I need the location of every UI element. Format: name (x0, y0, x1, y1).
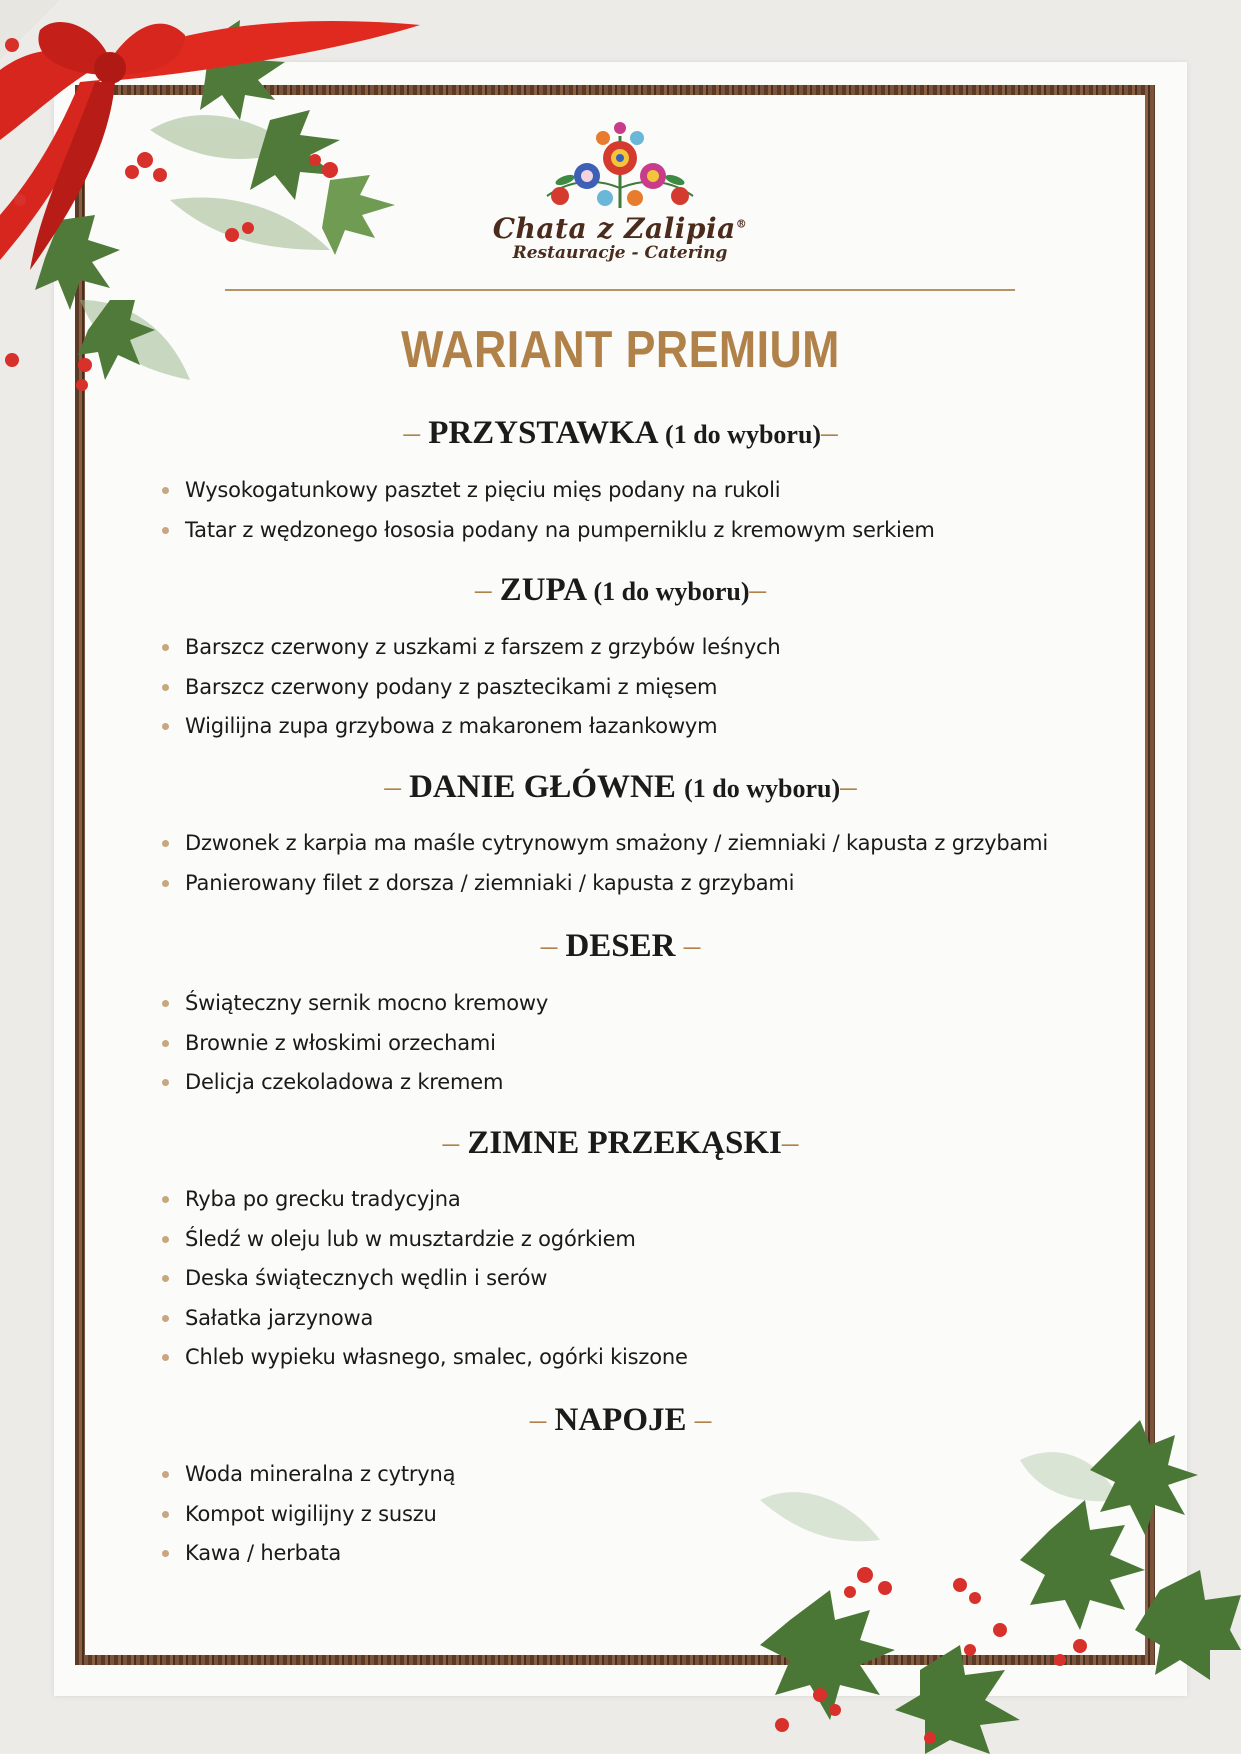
section-heading-danie-glowne: – DANIE GŁÓWNE (1 do wyboru)– (384, 769, 857, 805)
brand-logo (480, 118, 760, 268)
list-item: Chleb wypieku własnego, smalec, ogórki kiszone (160, 1342, 688, 1382)
section-items-napoje (160, 1459, 455, 1578)
list-item: Sałatka jarzynowa (160, 1303, 688, 1343)
section-items-zimne-przekaski (160, 1184, 688, 1382)
list-item: Kawa / herbata (160, 1538, 455, 1578)
list-item: Śledź w oleju lub w musztardzie z ogórkiem (160, 1224, 688, 1264)
section-heading-przystawka: – PRZYSTAWKA (1 do wyboru)– (403, 415, 838, 451)
menu-title: WARIANT PREMIUM (401, 321, 840, 379)
list-item: Tatar z wędzonego łososia podany na pumperniklu z kremowym serkiem (160, 515, 935, 555)
holly-decoration-bottom (720, 1420, 1241, 1754)
section-heading-deser: – DESER – (540, 928, 701, 964)
section-items-deser (160, 988, 548, 1107)
list-item: Dzwonek z karpia ma maśle cytrynowym smażony / ziemniaki / kapusta z grzybami (160, 828, 1048, 868)
list-item: Kompot wigilijny z suszu (160, 1499, 455, 1539)
divider-line (225, 289, 1015, 291)
list-item: Brownie z włoskimi orzechami (160, 1028, 548, 1068)
list-item: Barszcz czerwony podany z pasztecikami z mięsem (160, 672, 781, 712)
list-item: Ryba po grecku tradycyjna (160, 1184, 688, 1224)
section-items-danie-glowne (160, 828, 1048, 907)
list-item: Delicja czekoladowa z kremem (160, 1067, 548, 1107)
section-items-przystawka (160, 475, 935, 554)
brand-name: Chata z Zalipia® (492, 212, 748, 245)
brand-tagline: Restauracje - Catering (512, 243, 728, 263)
list-item: Deska świątecznych wędlin i serów (160, 1263, 688, 1303)
section-heading-zimne-przekaski: – ZIMNE PRZEKĄSKI– (442, 1125, 799, 1161)
list-item: Woda mineralna z cytryną (160, 1459, 455, 1499)
list-item: Wysokogatunkowy pasztet z pięciu mięs podany na rukoli (160, 475, 935, 515)
list-item: Świąteczny sernik mocno kremowy (160, 988, 548, 1028)
list-item: Panierowany filet z dorsza / ziemniaki / kapusta z grzybami (160, 868, 1048, 908)
section-heading-zupa: – ZUPA (1 do wyboru)– (474, 572, 767, 608)
list-item: Wigilijna zupa grzybowa z makaronem łazankowym (160, 711, 781, 751)
folk-flowers-icon (535, 118, 705, 210)
section-items-zupa (160, 632, 781, 751)
list-item: Barszcz czerwony z uszkami z farszem z grzybów leśnych (160, 632, 781, 672)
section-heading-napoje: – NAPOJE – (529, 1402, 712, 1438)
